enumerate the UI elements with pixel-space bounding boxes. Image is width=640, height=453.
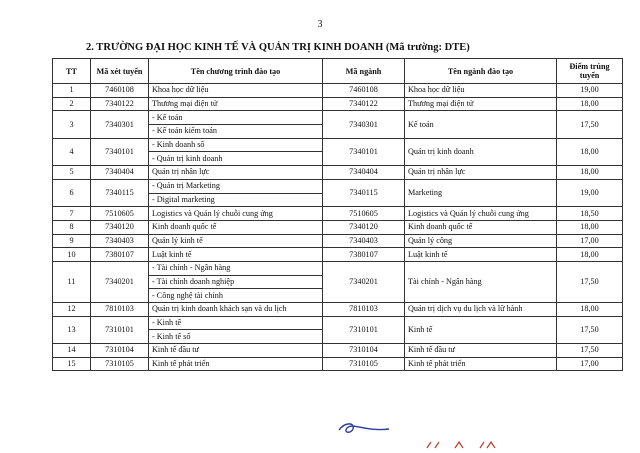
cell-program: Khoa học dữ liệu bbox=[149, 84, 323, 98]
cell-ten-nganh: Luật kinh tế bbox=[405, 248, 557, 262]
table-row bbox=[53, 166, 623, 180]
cell-ma-xet-tuyen: 7310105 bbox=[91, 357, 149, 371]
cell-program: Luật kinh tế bbox=[149, 248, 323, 262]
cell-ma-nganh: 7810103 bbox=[323, 303, 405, 317]
cell-ma-xet-tuyen: 7340301 bbox=[91, 111, 149, 138]
cell-ma-nganh: 7310104 bbox=[323, 344, 405, 358]
cell-ten-nganh: Kinh tế phát triển bbox=[405, 357, 557, 371]
table-row bbox=[53, 234, 623, 248]
cell-program: - Kế toán kiểm toán bbox=[149, 125, 323, 139]
cell-ma-nganh: 7340115 bbox=[323, 179, 405, 206]
cell-ma-xet-tuyen: 7340403 bbox=[91, 234, 149, 248]
cell-ma-nganh: 7310105 bbox=[323, 357, 405, 371]
admission-scores-table bbox=[52, 58, 623, 371]
cell-program: Quản trị kinh doanh khách sạn và du lịch bbox=[149, 303, 323, 317]
cell-diem: 18,00 bbox=[557, 303, 623, 317]
cell-ten-nganh: Quản trị dịch vụ du lịch và lữ hành bbox=[405, 303, 557, 317]
table-row bbox=[53, 248, 623, 262]
cell-ten-nganh: Quản lý công bbox=[405, 234, 557, 248]
cell-program: - Kinh tế số bbox=[149, 330, 323, 344]
cell-ma-nganh: 7510605 bbox=[323, 207, 405, 221]
signature bbox=[335, 418, 395, 440]
section-title: 2. TRƯỜNG ĐẠI HỌC KINH TẾ VÀ QUẢN TRỊ KINH DOANH (Mã trường: DTE) bbox=[86, 42, 470, 53]
cell-ten-nganh: Marketing bbox=[405, 179, 557, 206]
cell-tt: 2 bbox=[53, 97, 91, 111]
header-ten-chuong-trinh: Tên chương trình đào tạo bbox=[149, 59, 323, 84]
cell-ma-xet-tuyen: 7340122 bbox=[91, 97, 149, 111]
cell-tt: 6 bbox=[53, 179, 91, 206]
cell-ma-xet-tuyen: 7810103 bbox=[91, 303, 149, 317]
cell-ma-xet-tuyen: 7380107 bbox=[91, 248, 149, 262]
cell-ten-nganh: Quản trị kinh doanh bbox=[405, 138, 557, 165]
table-row bbox=[53, 207, 623, 221]
cell-ten-nganh: Khoa học dữ liệu bbox=[405, 84, 557, 98]
cell-diem: 18,00 bbox=[557, 248, 623, 262]
cell-diem: 18,00 bbox=[557, 138, 623, 165]
table-row bbox=[53, 111, 623, 125]
cell-ma-nganh: 7310101 bbox=[323, 316, 405, 343]
cell-ma-nganh: 7340101 bbox=[323, 138, 405, 165]
cell-ten-nganh: Kinh tế bbox=[405, 316, 557, 343]
cell-ma-nganh: 7340120 bbox=[323, 220, 405, 234]
cell-ten-nganh: Kế toán bbox=[405, 111, 557, 138]
table-header-row bbox=[53, 59, 623, 84]
table-row bbox=[53, 357, 623, 371]
cell-tt: 5 bbox=[53, 166, 91, 180]
cell-program: - Quản trị Marketing bbox=[149, 179, 323, 193]
header-tt: TT bbox=[53, 59, 91, 84]
table-row bbox=[53, 220, 623, 234]
cell-program: - Digital marketing bbox=[149, 193, 323, 207]
cell-tt: 1 bbox=[53, 84, 91, 98]
cell-ma-xet-tuyen: 7510605 bbox=[91, 207, 149, 221]
table-body bbox=[53, 84, 623, 371]
cell-ma-nganh: 7340403 bbox=[323, 234, 405, 248]
cell-ma-xet-tuyen: 7340201 bbox=[91, 261, 149, 302]
stamp-fragment bbox=[425, 440, 505, 453]
header-ten-nganh: Tên ngành đào tạo bbox=[405, 59, 557, 84]
header-ma-nganh: Mã ngành bbox=[323, 59, 405, 84]
cell-ten-nganh: Tài chính - Ngân hàng bbox=[405, 261, 557, 302]
cell-ma-xet-tuyen: 7310104 bbox=[91, 344, 149, 358]
table-row bbox=[53, 261, 623, 275]
cell-program: - Tài chính - Ngân hàng bbox=[149, 261, 323, 275]
cell-diem: 17,00 bbox=[557, 234, 623, 248]
cell-program: Logistics và Quản lý chuỗi cung ứng bbox=[149, 207, 323, 221]
cell-tt: 10 bbox=[53, 248, 91, 262]
cell-ma-nganh: 7380107 bbox=[323, 248, 405, 262]
cell-ten-nganh: Thương mại điện tử bbox=[405, 97, 557, 111]
cell-program: - Công nghệ tài chính bbox=[149, 289, 323, 303]
header-diem: Điểm trúng tuyển bbox=[557, 59, 623, 84]
cell-program: Kinh doanh quốc tế bbox=[149, 220, 323, 234]
cell-ten-nganh: Kinh doanh quốc tế bbox=[405, 220, 557, 234]
cell-tt: 7 bbox=[53, 207, 91, 221]
cell-tt: 9 bbox=[53, 234, 91, 248]
cell-diem: 18,50 bbox=[557, 207, 623, 221]
cell-diem: 18,00 bbox=[557, 220, 623, 234]
cell-ma-nganh: 7340122 bbox=[323, 97, 405, 111]
cell-program: - Kinh doanh số bbox=[149, 138, 323, 152]
cell-diem: 18,00 bbox=[557, 166, 623, 180]
cell-program: Quản lý kinh tế bbox=[149, 234, 323, 248]
cell-diem: 17,50 bbox=[557, 316, 623, 343]
table-row bbox=[53, 344, 623, 358]
cell-ma-xet-tuyen: 7310101 bbox=[91, 316, 149, 343]
cell-tt: 4 bbox=[53, 138, 91, 165]
cell-tt: 13 bbox=[53, 316, 91, 343]
cell-program: Thương mại điện tử bbox=[149, 97, 323, 111]
table-row bbox=[53, 84, 623, 98]
table-row bbox=[53, 303, 623, 317]
cell-ten-nganh: Quản trị nhân lực bbox=[405, 166, 557, 180]
cell-diem: 19,00 bbox=[557, 179, 623, 206]
table-row bbox=[53, 179, 623, 193]
cell-diem: 17,50 bbox=[557, 261, 623, 302]
cell-ma-xet-tuyen: 7340120 bbox=[91, 220, 149, 234]
cell-ma-xet-tuyen: 7340101 bbox=[91, 138, 149, 165]
cell-ma-xet-tuyen: 7460108 bbox=[91, 84, 149, 98]
cell-ma-xet-tuyen: 7340115 bbox=[91, 179, 149, 206]
cell-program: - Tài chính doanh nghiệp bbox=[149, 275, 323, 289]
cell-program: - Kinh tế bbox=[149, 316, 323, 330]
cell-ten-nganh: Logistics và Quản lý chuỗi cung ứng bbox=[405, 207, 557, 221]
cell-ma-nganh: 7460108 bbox=[323, 84, 405, 98]
table-row bbox=[53, 138, 623, 152]
cell-ma-nganh: 7340404 bbox=[323, 166, 405, 180]
cell-tt: 14 bbox=[53, 344, 91, 358]
header-ma-xet-tuyen: Mã xét tuyển bbox=[91, 59, 149, 84]
cell-diem: 17,00 bbox=[557, 357, 623, 371]
cell-tt: 15 bbox=[53, 357, 91, 371]
cell-ten-nganh: Kinh tế đầu tư bbox=[405, 344, 557, 358]
table-row bbox=[53, 316, 623, 330]
cell-diem: 17,50 bbox=[557, 344, 623, 358]
cell-diem: 18,00 bbox=[557, 97, 623, 111]
cell-tt: 3 bbox=[53, 111, 91, 138]
cell-program: Kinh tế phát triển bbox=[149, 357, 323, 371]
page-number: 3 bbox=[317, 19, 323, 30]
cell-ma-nganh: 7340201 bbox=[323, 261, 405, 302]
table-row bbox=[53, 97, 623, 111]
cell-diem: 17,50 bbox=[557, 111, 623, 138]
cell-ma-xet-tuyen: 7340404 bbox=[91, 166, 149, 180]
cell-program: - Kế toán bbox=[149, 111, 323, 125]
cell-tt: 11 bbox=[53, 261, 91, 302]
cell-program: - Quản trị kinh doanh bbox=[149, 152, 323, 166]
cell-tt: 8 bbox=[53, 220, 91, 234]
cell-program: Kinh tế đầu tư bbox=[149, 344, 323, 358]
cell-ma-nganh: 7340301 bbox=[323, 111, 405, 138]
cell-program: Quản trị nhân lực bbox=[149, 166, 323, 180]
cell-diem: 19,00 bbox=[557, 84, 623, 98]
cell-tt: 12 bbox=[53, 303, 91, 317]
